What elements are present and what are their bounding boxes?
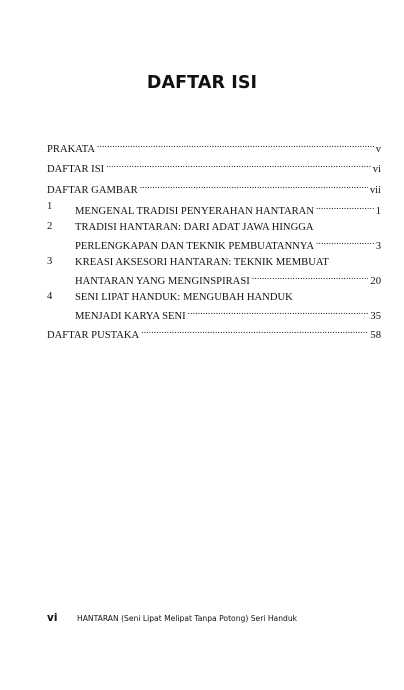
- dot-leader: [252, 271, 369, 284]
- toc-entry-prakata[interactable]: [47, 139, 381, 155]
- toc-entry-daftar-pustaka[interactable]: [47, 325, 381, 341]
- toc-entry-chapter-3[interactable]: [47, 256, 381, 287]
- toc-page-number: 35: [370, 311, 381, 322]
- toc-entry-label: DAFTAR PUSTAKA: [47, 330, 140, 341]
- dot-leader: [316, 236, 374, 249]
- toc-page-number: v: [375, 144, 381, 155]
- chapter-number: 4: [47, 291, 53, 302]
- toc-entry-label: SENI LIPAT HANDUK: MENGUBAH HANDUK: [75, 292, 293, 303]
- toc-entry-chapter-2[interactable]: [47, 221, 381, 252]
- footer-book-title: HANTARAN (Seni Lipat Melipat Tanpa Potong) Seri Handuk: [77, 614, 298, 623]
- toc-page-number: 3: [375, 241, 381, 252]
- toc-page-number: 1: [375, 206, 381, 217]
- dot-leader: [97, 139, 374, 152]
- toc-entry-label: KREASI AKSESORI HANTARAN: TEKNIK MEMBUAT: [75, 257, 329, 268]
- chapter-number: 3: [47, 256, 53, 267]
- toc-entry-chapter-1[interactable]: [47, 201, 381, 217]
- toc-entry-label: HANTARAN YANG MENGINSPIRASI: [75, 276, 250, 287]
- toc-page-number: 58: [370, 330, 381, 341]
- toc-entry-daftar-gambar[interactable]: [47, 180, 381, 196]
- dot-leader: [106, 159, 371, 172]
- dot-leader: [140, 180, 368, 193]
- chapter-number: 1: [47, 201, 53, 212]
- toc-page-number: vi: [372, 164, 381, 175]
- dot-leader: [188, 306, 369, 319]
- footer-page-number: vi: [47, 612, 58, 624]
- toc-entry-label: DAFTAR GAMBAR: [47, 185, 138, 196]
- dot-leader: [141, 325, 368, 338]
- toc-page-number: 20: [370, 276, 381, 287]
- toc-entry-label: PERLENGKAPAN DAN TEKNIK PEMBUATANNYA: [75, 241, 314, 252]
- dot-leader: [316, 201, 374, 214]
- toc-entry-label: TRADISI HANTARAN: DARI ADAT JAWA HINGGA: [75, 222, 314, 233]
- toc-entry-chapter-4[interactable]: [47, 291, 381, 322]
- page-footer: [47, 612, 377, 624]
- toc-entry-label: DAFTAR ISI: [47, 164, 105, 175]
- toc-entry-label: MENGENAL TRADISI PENYERAHAN HANTARAN: [75, 206, 314, 217]
- toc-page-number: vii: [369, 185, 381, 196]
- toc-entry-label: PRAKATA: [47, 144, 96, 155]
- page-title: DAFTAR ISI: [146, 73, 258, 93]
- toc-entry-daftar-isi[interactable]: [47, 159, 381, 175]
- toc-entry-label: MENJADI KARYA SENI: [75, 311, 186, 322]
- chapter-number: 2: [47, 221, 53, 232]
